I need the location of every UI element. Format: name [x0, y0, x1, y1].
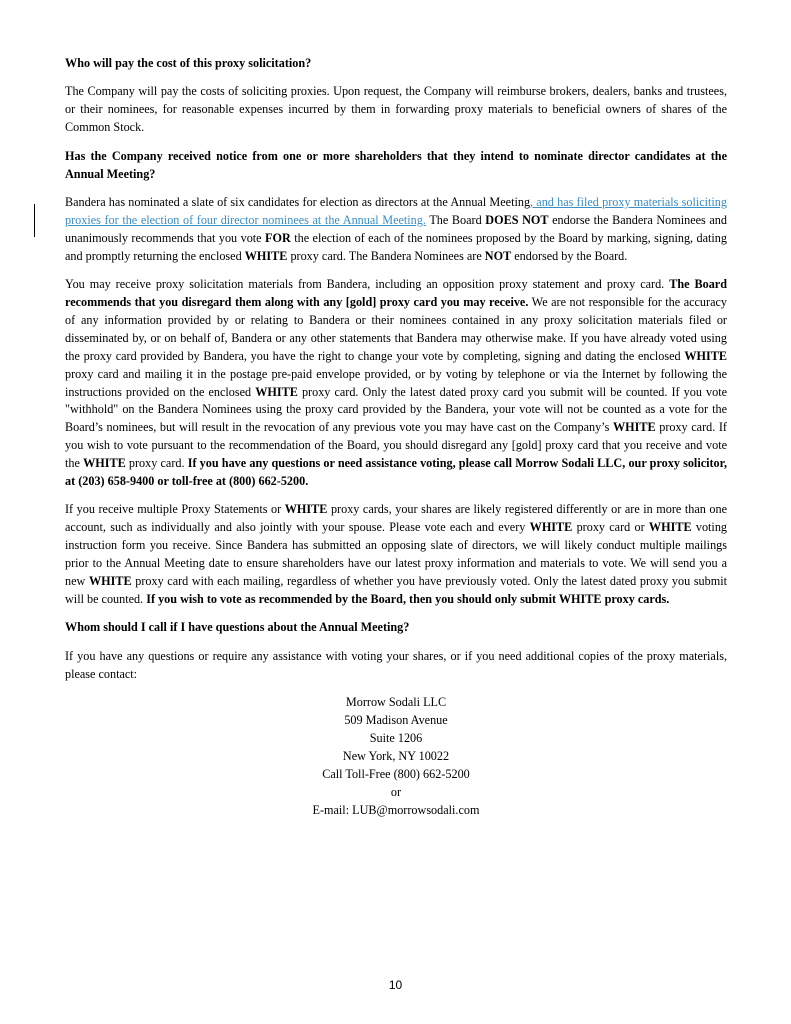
- question-whom-to-call: Whom should I call if I have questions about the Annual Meeting?: [65, 620, 410, 635]
- answer-whom-to-call: If you have any questions or require any assistance with voting your shares, or if you need additional copies of the proxy materials, please contact:: [65, 648, 727, 681]
- question-proxy-cost: Who will pay the cost of this proxy solicitation?: [65, 56, 312, 70]
- revision-change-bar: [34, 204, 35, 237]
- contact-phone: Call Toll-Free (800) 662-5200: [322, 766, 470, 781]
- page-content: [65, 55, 727, 819]
- contact-suite: Suite 1206: [369, 730, 423, 745]
- inserted-revision-text: , and has filed proxy materials soliciting proxies for the election of four director nominees at the Annual Meeting.: [65, 194, 727, 227]
- contact-block: [65, 694, 727, 819]
- paragraph-opposition-materials: You may receive proxy solicitation materials from Bandera, including an opposition proxy statement and proxy card. The Board recommends that you disregard them along with any [gold] proxy card you may receive. We are not responsible for the accuracy of any information provided by or relating to Bandera or their nominees contained in any proxy solicitation materials filed or disseminated by, or on behalf of, Bandera or any other statements that Bandera may otherwise make. If you have already voted using the proxy card provided by Bandera, you have the right to change your vote by completing, signing and dating the enclosed WHITE proxy card and mailing it in the postage pre-paid envelope provided, or by voting by telephone or via the Internet by following the instructions provided on the enclosed WHITE proxy card. Only the latest dated proxy card you submit will be counted. If you vote "withhold" on the Bandera Nominees using the proxy card provided by the Bandera, your vote will not be counted as a vote for the Board’s nominees, but will result in the revocation of any previous vote you may have cast on the Company’s WHITE proxy card. If you wish to vote pursuant to the recommendation of the Board, you should disregard any [gold] proxy card that you receive and vote the WHITE proxy card. If you have any questions or need assistance voting, please call Morrow Sodali LLC, our proxy solicitor, at (203) 658-9400 or toll-free at (800) 662-5200.: [65, 277, 727, 489]
- question-shareholder-nominations: Has the Company received notice from one or more shareholders that they intend to nominate director candidates at the Annual Meeting?: [65, 148, 727, 181]
- contact-or: or: [390, 784, 402, 799]
- answer-proxy-cost: The Company will pay the costs of soliciting proxies. Upon request, the Company will reimburse brokers, dealers, banks and trustees, or their nominees, for reasonable expenses incurred by them in forwarding proxy materials to beneficial owners of shares of the Common Stock.: [65, 84, 727, 135]
- contact-city: New York, NY 10022: [342, 748, 450, 763]
- page-number: 10: [388, 978, 403, 992]
- answer-shareholder-nominations: Bandera has nominated a slate of six candidates for election as directors at the Annual Meeting, and has filed proxy materials soliciting proxies for the election of four director nominees at the Annual Meeting. The Board DOES NOT endorse the Bandera Nominees and unanimously recommends that you vote FOR the election of each of the nominees proposed by the Board by marking, signing, dating and promptly returning the enclosed WHITE proxy card. The Bandera Nominees are NOT endorsed by the Board.: [65, 194, 727, 263]
- contact-name: Morrow Sodali LLC: [345, 695, 447, 710]
- paragraph-multiple-proxy-cards: If you receive multiple Proxy Statements or WHITE proxy cards, your shares are likely registered differently or are in more than one account, such as individually and also jointly with your spouse. Please vote each and every WHITE proxy card or WHITE voting instruction form you receive. Since Bandera has submitted an opposing slate of directors, we will likely conduct multiple mailings prior to the Annual Meeting date to ensure shareholders have our latest proxy information and materials to vote. We will send you a new WHITE proxy card with each mailing, regardless of whether you have previously voted. Only the latest dated proxy you submit will be counted. If you wish to vote as recommended by the Board, then you should only submit WHITE proxy cards.: [65, 502, 728, 606]
- contact-street: 509 Madison Avenue: [344, 713, 448, 727]
- contact-email: E-mail: LUB@morrowsodali.com: [312, 802, 480, 817]
